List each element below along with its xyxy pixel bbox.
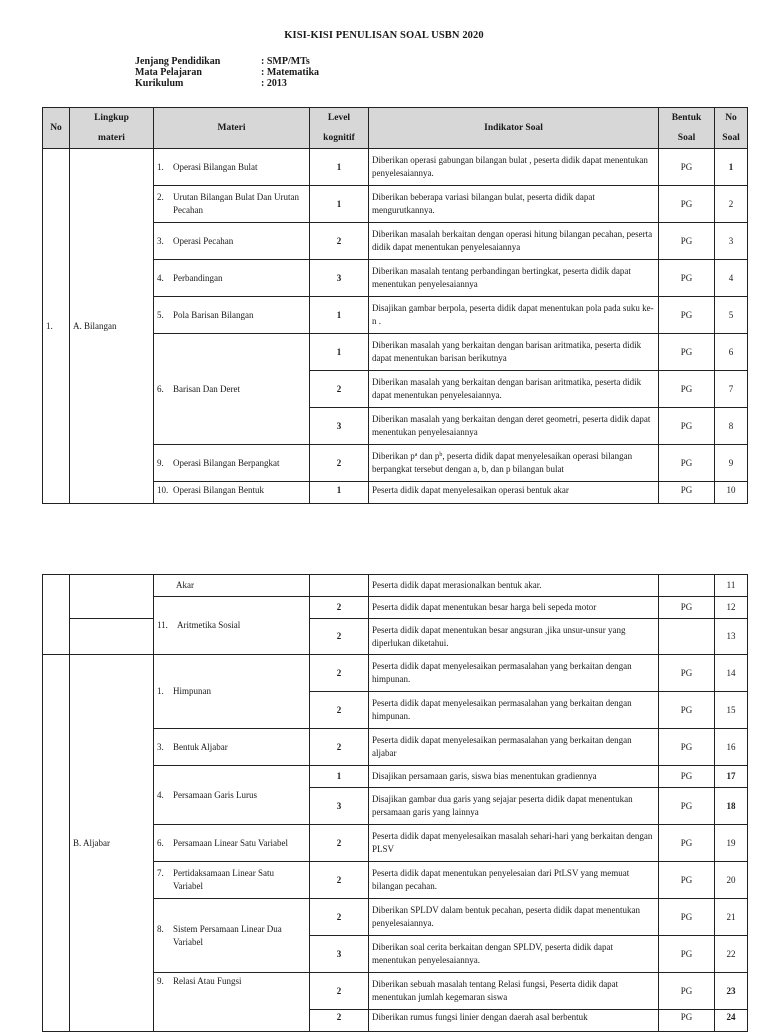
materi-number: 4. xyxy=(157,789,164,800)
indikator-text: dan p xyxy=(417,451,440,461)
bentuk-cell: PG xyxy=(659,597,715,619)
kisi-table-part-2 xyxy=(42,574,748,1032)
indikator-cell: Peserta didik dapat menyelesaikan permasalahan yang berkaitan dengan himpunan. xyxy=(369,692,659,729)
indikator-cell: Disajikan persamaan garis, siswa bias menentukan gradiennya xyxy=(369,766,659,788)
materi-cell xyxy=(154,825,310,862)
materi-cell xyxy=(154,862,310,899)
materi-cell xyxy=(154,334,310,445)
header-indikator-soal: Indikator Soal xyxy=(369,108,659,149)
header-level-kognitif xyxy=(310,108,369,149)
table-header-row xyxy=(43,108,748,149)
materi-number: 3. xyxy=(157,741,164,752)
indikator-cell: Peserta didik dapat menyelesaikan masalah sehari-hari yang berkaitan dengan PLSV xyxy=(369,825,659,862)
materi-cell xyxy=(154,297,310,334)
materi-cell xyxy=(154,149,310,186)
bentuk-cell: PG xyxy=(659,825,715,862)
materi-number: 11. xyxy=(157,620,168,630)
level-cell: 2 xyxy=(310,899,369,936)
meta-value: : Matematika xyxy=(261,67,320,78)
bentuk-cell: PG xyxy=(659,936,715,973)
no-soal-cell: 8 xyxy=(715,408,748,445)
indikator-cell: Diberikan beberapa variasi bilangan bulat, peserta didik dapat mengurutkannya. xyxy=(369,186,659,223)
materi-text: Pola Barisan Bilangan xyxy=(173,309,254,320)
header-materi: Materi xyxy=(154,108,310,149)
materi-cell xyxy=(154,973,310,1032)
row-number xyxy=(43,575,70,655)
lingkup-materi-cell xyxy=(70,619,154,655)
bentuk-cell: PG xyxy=(659,788,715,825)
bentuk-cell: PG xyxy=(659,766,715,788)
level-cell xyxy=(310,575,369,597)
indikator-cell: Disajikan gambar dua garis yang sejajar peserta didik dapat menentukan persamaan garis yang lainnya xyxy=(369,788,659,825)
no-soal-cell: 21 xyxy=(715,899,748,936)
materi-number: 2. xyxy=(157,192,164,202)
level-cell: 2 xyxy=(310,223,369,260)
materi-text: Himpunan xyxy=(173,686,211,696)
indikator-cell: Diberikan rumus fungsi linier dengan daerah asal berbentuk xyxy=(369,1010,659,1032)
materi-cell xyxy=(154,575,310,597)
header-text: Lingkup xyxy=(94,113,129,123)
materi-number: 8. xyxy=(157,923,164,934)
materi-number: 10. xyxy=(157,485,169,495)
materi-text: Operasi Bilangan Berpangkat xyxy=(173,457,280,468)
level-cell: 1 xyxy=(310,186,369,223)
indikator-cell: Diberikan masalah yang berkaitan dengan deret geometri, peserta didik dapat menentukan penyelesaiannya xyxy=(369,408,659,445)
materi-number: 6. xyxy=(157,837,164,848)
table-row xyxy=(43,575,748,597)
materi-cell xyxy=(154,223,310,260)
bentuk-cell: PG xyxy=(659,729,715,766)
no-soal-cell: 3 xyxy=(715,223,748,260)
indikator-cell: Disajikan gambar berpola, peserta didik dapat menentukan pola pada suku ke-n . xyxy=(369,297,659,334)
bentuk-cell: PG xyxy=(659,297,715,334)
meta-label: Kurikulum xyxy=(135,78,184,89)
level-cell: 1 xyxy=(310,334,369,371)
document-title: KISI-KISI PENULISAN SOAL USBN 2020 xyxy=(284,30,484,41)
no-soal-cell: 24 xyxy=(715,1010,748,1032)
no-soal-cell: 14 xyxy=(715,655,748,692)
level-cell: 2 xyxy=(310,655,369,692)
level-cell: 2 xyxy=(310,729,369,766)
indikator-cell: Diberikan masalah yang berkaitan dengan barisan aritmatika, peserta didik dapat menentukan barisan berikutnya xyxy=(369,334,659,371)
level-cell: 1 xyxy=(310,149,369,186)
materi-text: Persamaan Garis Lurus xyxy=(173,789,257,800)
materi-number: 4. xyxy=(157,272,164,283)
header-text: Soal xyxy=(677,133,696,143)
materi-text: Relasi Atau Fungsi xyxy=(173,976,242,986)
materi-text: Operasi Pecahan xyxy=(173,235,234,246)
meta-row-jenjang xyxy=(135,56,319,67)
bentuk-cell: PG xyxy=(659,408,715,445)
no-soal-cell: 10 xyxy=(715,482,748,504)
no-soal-cell: 17 xyxy=(715,766,748,788)
lingkup-materi-cell: B. Aljabar xyxy=(70,655,154,1032)
bentuk-cell: PG xyxy=(659,692,715,729)
materi-text: Persamaan Linear Satu Variabel xyxy=(173,837,289,848)
no-soal-cell: 11 xyxy=(715,575,748,597)
materi-number: 9. xyxy=(157,457,164,468)
indikator-cell: Peserta didik dapat menentukan besar harga beli sepeda motor xyxy=(369,597,659,619)
no-soal-cell: 12 xyxy=(715,597,748,619)
materi-text: Bentuk Aljabar xyxy=(173,741,228,752)
header-text: materi xyxy=(98,133,125,143)
bentuk-cell: PG xyxy=(659,223,715,260)
meta-value: : 2013 xyxy=(261,78,287,89)
no-soal-cell: 4 xyxy=(715,260,748,297)
materi-number: 1. xyxy=(157,161,164,172)
level-cell: 1 xyxy=(310,297,369,334)
lingkup-materi-cell xyxy=(70,575,154,619)
indikator-cell: Diberikan SPLDV dalam bentuk pecahan, peserta didik dapat menentukan penyelesaiannya. xyxy=(369,899,659,936)
level-cell: 1 xyxy=(310,482,369,504)
no-soal-cell: 16 xyxy=(715,729,748,766)
materi-text: Pertidaksamaan Linear Satu Variabel xyxy=(173,868,274,891)
header-no-soal xyxy=(715,108,748,149)
materi-cell xyxy=(154,445,310,482)
header-bentuk-soal xyxy=(659,108,715,149)
materi-text: Aritmetika Sosial xyxy=(177,620,241,630)
materi-text: Akar xyxy=(176,580,194,590)
indikator-cell: Peserta didik dapat menentukan penyelesaian dari PtLSV yang memuat bilangan pecahan. xyxy=(369,862,659,899)
bentuk-cell: PG xyxy=(659,482,715,504)
meta-row-mapel xyxy=(135,67,319,78)
header-lingkup-materi xyxy=(70,108,154,149)
bentuk-cell: PG xyxy=(659,445,715,482)
level-cell: 2 xyxy=(310,619,369,655)
bentuk-cell: PG xyxy=(659,371,715,408)
no-soal-cell: 5 xyxy=(715,297,748,334)
level-cell: 3 xyxy=(310,936,369,973)
no-soal-cell: 20 xyxy=(715,862,748,899)
bentuk-cell xyxy=(659,619,715,655)
no-soal-cell: 2 xyxy=(715,186,748,223)
no-soal-cell: 9 xyxy=(715,445,748,482)
indikator-cell: Diberikan masalah tentang perbandingan bertingkat, peserta didik dapat menentukan penyelesaiannya xyxy=(369,260,659,297)
materi-text: Sistem Persamaan Linear Dua Variabel xyxy=(173,923,282,947)
no-soal-cell: 13 xyxy=(715,619,748,655)
materi-number: 6. xyxy=(157,383,164,394)
indikator-cell: Peserta didik dapat menyelesaikan operasi bentuk akar xyxy=(369,482,659,504)
indikator-cell: Diberikan masalah berkaitan dengan operasi hitung bilangan pecahan, peserta didik dapat menentukan penyelesaiannya xyxy=(369,223,659,260)
bentuk-cell xyxy=(659,575,715,597)
no-soal-cell: 7 xyxy=(715,371,748,408)
indikator-cell: Peserta didik dapat merasionalkan bentuk akar. xyxy=(369,575,659,597)
bentuk-cell: PG xyxy=(659,1010,715,1032)
row-number xyxy=(43,655,70,1032)
bentuk-cell: PG xyxy=(659,973,715,1010)
level-cell: 3 xyxy=(310,788,369,825)
materi-number: 1. xyxy=(157,686,164,696)
indikator-cell: Diberikan operasi gabungan bilangan bulat , peserta didik dapat menentukan penyelesaiannya. xyxy=(369,149,659,186)
no-soal-cell: 23 xyxy=(715,973,748,1010)
materi-number: 7. xyxy=(157,868,164,878)
indikator-cell: Diberikan soal cerita berkaitan dengan SPLDV, peserta didik dapat menentukan penyelesaiannya. xyxy=(369,936,659,973)
materi-cell xyxy=(154,899,310,973)
no-soal-cell: 18 xyxy=(715,788,748,825)
level-cell: 2 xyxy=(310,825,369,862)
header-text: Level xyxy=(327,113,351,123)
header-text: Soal xyxy=(722,133,740,143)
no-soal-cell: 15 xyxy=(715,692,748,729)
materi-cell xyxy=(154,482,310,504)
bentuk-cell: PG xyxy=(659,149,715,186)
bentuk-cell: PG xyxy=(659,655,715,692)
meta-label: Mata Pelajaran xyxy=(135,67,202,78)
materi-text: Perbandingan xyxy=(173,272,223,283)
exponent: b xyxy=(439,452,443,458)
materi-cell xyxy=(154,729,310,766)
materi-cell xyxy=(154,655,310,729)
bentuk-cell: PG xyxy=(659,899,715,936)
level-cell: 2 xyxy=(310,1010,369,1032)
bentuk-cell: PG xyxy=(659,334,715,371)
materi-text: Operasi Bilangan Bentuk xyxy=(173,485,264,495)
kisi-table-part-1 xyxy=(42,107,748,504)
materi-number: 5. xyxy=(157,309,164,320)
materi-cell xyxy=(154,260,310,297)
level-cell: 2 xyxy=(310,445,369,482)
materi-cell xyxy=(154,186,310,223)
materi-text: Barisan Dan Deret xyxy=(173,383,240,394)
materi-number: 3. xyxy=(157,235,164,246)
materi-cell xyxy=(154,597,310,655)
table-row xyxy=(43,149,748,186)
no-soal-cell: 19 xyxy=(715,825,748,862)
level-cell: 2 xyxy=(310,692,369,729)
table-row xyxy=(43,619,748,655)
bentuk-cell: PG xyxy=(659,186,715,223)
materi-text: Urutan Bilangan Bulat Dan Urutan Pecahan xyxy=(173,192,299,215)
bentuk-cell: PG xyxy=(659,260,715,297)
no-soal-cell: 1 xyxy=(715,149,748,186)
row-number: 1. xyxy=(43,149,70,504)
document-meta xyxy=(135,56,319,89)
header-text: kognitif xyxy=(323,133,355,143)
exponent: a xyxy=(414,452,418,458)
level-cell: 2 xyxy=(310,973,369,1010)
materi-text: Operasi Bilangan Bulat xyxy=(173,161,258,172)
indikator-text: , peserta didik dapat menyelesaikan operasi bilangan berpangkat tersebut dengan a, b, dan p bilangan bulat xyxy=(372,451,633,474)
level-cell: 3 xyxy=(310,408,369,445)
meta-row-kurikulum xyxy=(135,78,319,89)
indikator-cell: Diberikan masalah yang berkaitan dengan barisan aritmatika, peserta didik dapat menentukan penyelesaiannya. xyxy=(369,371,659,408)
indikator-cell xyxy=(369,445,659,482)
level-cell: 2 xyxy=(310,371,369,408)
no-soal-cell: 6 xyxy=(715,334,748,371)
indikator-cell: Peserta didik dapat menentukan besar angsuran ,jika unsur-unsur yang diperlukan diketahui. xyxy=(369,619,659,655)
table-row xyxy=(43,655,748,692)
indikator-text: Diberikan p xyxy=(372,451,415,461)
bentuk-cell: PG xyxy=(659,862,715,899)
indikator-cell: Peserta didik dapat menyelesaikan permasalahan yang berkaitan dengan himpunan. xyxy=(369,655,659,692)
header-text: No xyxy=(725,113,737,123)
header-no: No xyxy=(43,108,70,149)
materi-cell xyxy=(154,766,310,825)
header-text: Bentuk xyxy=(671,113,702,123)
no-soal-cell: 22 xyxy=(715,936,748,973)
indikator-cell: Diberikan sebuah masalah tentang Relasi fungsi, Peserta didik dapat menentukan jumlah kegemaran siswa xyxy=(369,973,659,1010)
level-cell: 3 xyxy=(310,260,369,297)
lingkup-materi-cell: A. Bilangan xyxy=(70,149,154,504)
meta-value: : SMP/MTs xyxy=(261,56,310,67)
level-cell: 2 xyxy=(310,597,369,619)
level-cell: 1 xyxy=(310,766,369,788)
meta-label: Jenjang Pendidikan xyxy=(135,56,221,67)
indikator-cell: Peserta didik dapat menyelesaikan permasalahan yang berkaitan dengan aljabar xyxy=(369,729,659,766)
level-cell: 2 xyxy=(310,862,369,899)
materi-number: 9. xyxy=(157,976,164,986)
